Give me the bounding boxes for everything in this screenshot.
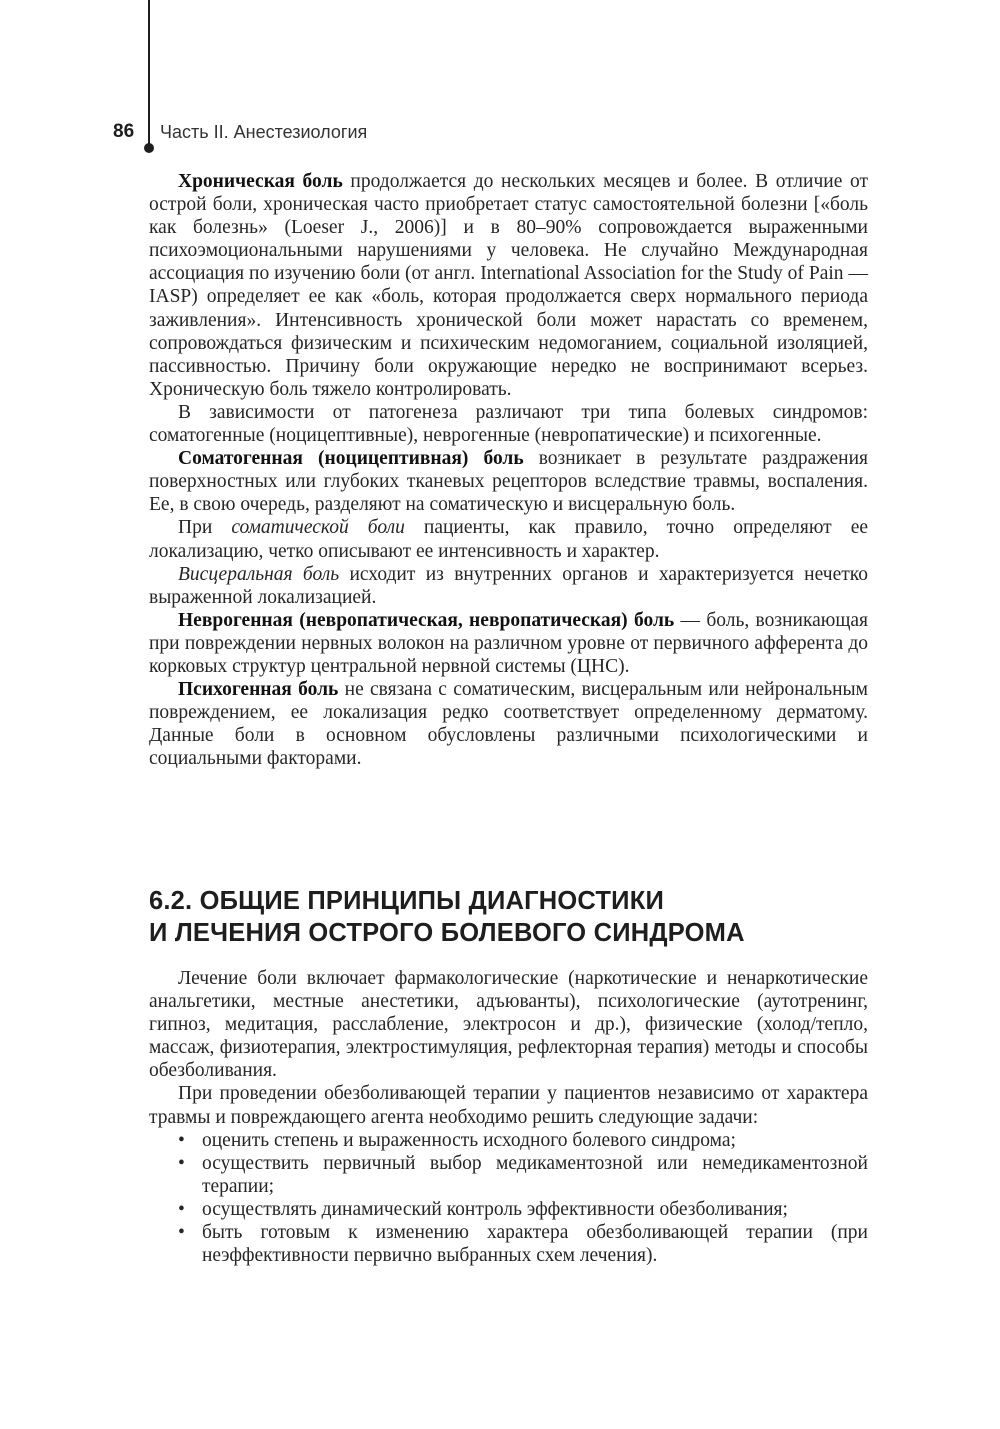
bullet-icon: • <box>178 1222 185 1244</box>
paragraph-neurogenic-pain <box>149 609 868 678</box>
section-heading-line-2: И ЛЕЧЕНИЯ ОСТРОГО БОЛЕВОГО СИНДРОМА <box>149 919 745 947</box>
list-item <box>149 1129 868 1152</box>
list-item <box>149 1152 868 1198</box>
bullet-icon: • <box>178 1152 185 1174</box>
paragraph-text: При <box>178 517 232 539</box>
paragraph-text: исходит из внутренних органов и характеризуется нечетко выраженной локализацией. <box>149 563 869 608</box>
body-text-top <box>149 170 868 770</box>
term-psychogenic-pain: Психогенная боль <box>178 679 339 701</box>
body-text-bottom <box>149 967 868 1267</box>
section-heading-line-1: 6.2. ОБЩИЕ ПРИНЦИПЫ ДИАГНОСТИКИ <box>149 887 664 915</box>
bullet-icon: • <box>178 1129 185 1151</box>
running-title: Часть II. Анестезиология <box>160 122 368 142</box>
list-item-text: быть готовым к изменению характера обезболивающей терапии (при неэффективности первично выбранных схем лечения). <box>202 1222 868 1267</box>
bullet-icon: • <box>178 1198 185 1220</box>
paragraph-pain-types <box>149 401 868 447</box>
paragraph-somatic-pain <box>149 516 868 562</box>
paragraph-text: не связана с соматическим, висцеральным или нейрональным повреждением, ее локализация редко соответствует определенному дерматому. Данные боли в основном обусловлены различными психологическими и социальными факторами. <box>149 679 869 770</box>
paragraph-tasks-intro: При проведении обезболивающей терапии у пациентов независимо от характера травмы и повреждающего агента необходимо решить следующие задачи: <box>149 1083 868 1128</box>
task-list <box>149 1129 868 1268</box>
paragraph-visceral-pain <box>149 563 868 609</box>
paragraph-text: В зависимости от патогенеза различают три типа болевых синдромов: соматогенные (ноцицептивные), неврогенные (невропатические) и психогенные. <box>149 401 868 447</box>
paragraph-text: — боль, возникающая при повреждении нервных волокон на различном уровне от первичного афферента до корковых структур центральной нервной системы (ЦНС). <box>149 609 868 677</box>
list-item-text: осуществлять динамический контроль эффективности обезболивания; <box>202 1198 788 1220</box>
list-item <box>149 1221 868 1267</box>
paragraph-treatment-methods: Лечение боли включает фармакологические (наркотические и ненаркотические анальгетики, местные анестетики, адъюванты), психологические (аутотренинг, гипноз, медитация, расслабление, электросон и др.), физические (холод/тепло, массаж, физиотерапия, электростимуляция, рефлекторная терапия) методы и способы обезболивания. <box>149 968 868 1082</box>
list-item <box>149 1198 868 1221</box>
paragraph-somatogenic-pain <box>149 447 868 516</box>
paragraph-text: продолжается до нескольких месяцев и более. В отличие от острой боли, хроническая часто приобретает статус самостоятельной болезни [«боль как болезнь» (Loeser J., 2006)] и в 80–90% сопровождается выраженными психоэмоциональными нарушениями у человека. Не случайно Международная ассоциация по изучению боли (от англ. International Association for the Study of Pain — IASP) определяет ее как «боль, которая продолжается сверх нормального периода заживления». Интенсивность хронической боли может нарастать со временем, сопровождаться физическим и психическим недомоганием, социальной изоляцией, пассивностью. Причину боли окружающие нередко не воспринимают всерьез. Хроническую боль тяжело контролировать. <box>149 171 868 400</box>
paragraph-psychogenic-pain <box>149 678 868 770</box>
term-somatogenic-pain: Соматогенная (ноцицептивная) боль <box>178 448 524 470</box>
margin-rule <box>148 0 150 148</box>
term-visceral-pain: Висцеральная боль <box>178 563 340 585</box>
paragraph-text: пациенты, как правило, точно определяют ее локализацию, четко описывают ее интенсивность и характер. <box>149 517 868 562</box>
list-item-text: оценить степень и выраженность исходного болевого синдрома; <box>202 1129 736 1151</box>
margin-rule-dot <box>144 143 154 153</box>
section-heading <box>149 885 909 949</box>
term-chronic-pain: Хроническая боль <box>178 171 343 192</box>
list-item-text: осуществить первичный выбор медикаментозной или немедикаментозной терапии; <box>202 1152 868 1197</box>
paragraph-text: возникает в результате раздражения поверхностных или глубоких тканевых рецепторов вследствие травмы, воспаления. Ее, в свою очередь, разделяют на соматическую и висцеральную боль. <box>149 448 868 516</box>
term-neurogenic-pain: Неврогенная (невропатическая, невропатическая) боль <box>178 609 675 631</box>
paragraph-chronic-pain <box>149 170 868 401</box>
term-somatic-pain: соматической боли <box>231 517 405 539</box>
page-number: 86 <box>113 121 135 142</box>
